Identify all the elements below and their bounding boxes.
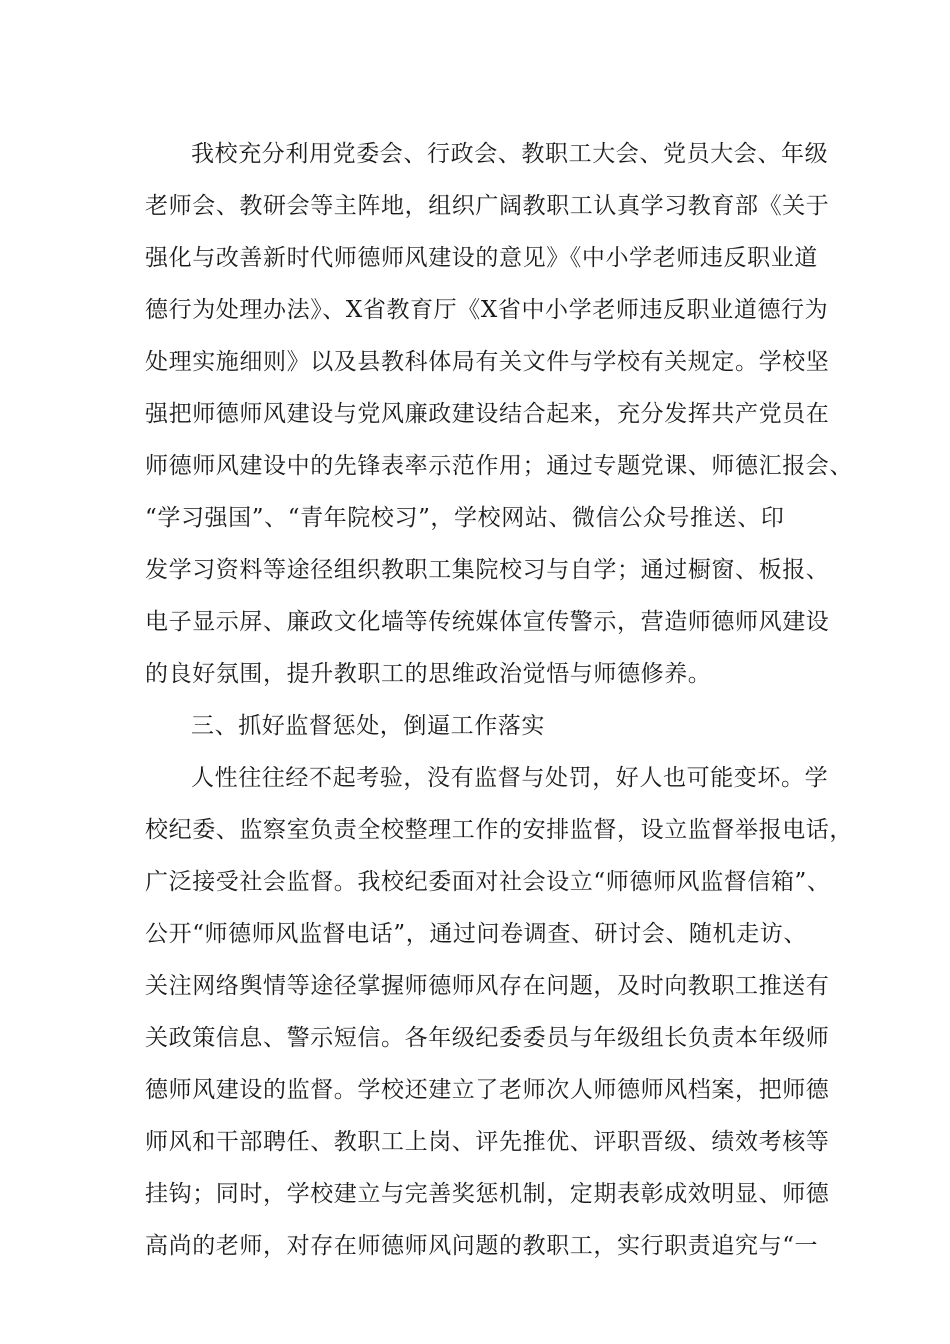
paragraph-1-line-11: 的良好氛围，提升教职工的思维政治觉悟与师德修养。 [145, 661, 712, 687]
paragraph-2-line-10: 高尚的老师，对存在师德师风问题的教职工，实行职责追究与“一 [145, 1233, 819, 1259]
paragraph-1-line-1: 我校充分利用党委会、行政会、教职工大会、党员大会、年级 [191, 141, 829, 167]
paragraph-1-line-2: 老师会、教研会等主阵地，组织广阔教职工认真学习教育部《关于 [145, 193, 830, 219]
section-heading: 三、抓好监督惩处，倒逼工作落实 [191, 713, 545, 739]
paragraph-1-line-10: 电子显示屏、廉政文化墙等传统媒体宣传警示，营造师德师风建设 [145, 609, 830, 635]
paragraph-2-line-9: 挂钩；同时，学校建立与完善奖惩机制，定期表彰成效明显、师德 [145, 1181, 830, 1207]
paragraph-1-line-8: “学习强国”、“青年院校习”，学校网站、微信公众号推送、印 [145, 505, 785, 531]
paragraph-2-line-3: 广泛接受社会监督。我校纪委面对社会设立“师德师风监督信箱”、 [145, 869, 831, 895]
paragraph-2-line-5: 关注网络舆情等途径掌握师德师风存在问题，及时向教职工推送有 [145, 973, 830, 999]
paragraph-2-line-4: 公开“师德师风监督电话”，通过问卷调查、研讨会、随机走访、 [145, 921, 807, 947]
paragraph-1-line-4: 德行为处理办法》、X省教育厅《X省中小学老师违反职业道德行为 [145, 297, 829, 323]
paragraph-2-line-8: 师风和干部聘任、教职工上岗、评先推优、评职晋级、绩效考核等 [145, 1129, 830, 1155]
paragraph-2-line-1: 人性往往经不起考验，没有监督与处罚，好人也可能变坏。学 [191, 765, 829, 791]
paragraph-2-line-2: 校纪委、监察室负责全校整理工作的安排监督，设立监督举报电话， [145, 817, 853, 843]
paragraph-2-line-7: 德师风建设的监督。学校还建立了老师次人师德师风档案，把师德 [145, 1077, 830, 1103]
paragraph-1-line-9: 发学习资料等途径组织教职工集院校习与自学；通过橱窗、板报、 [145, 557, 830, 583]
paragraph-2-line-6: 关政策信息、警示短信。各年级纪委委员与年级组长负责本年级师 [145, 1025, 830, 1051]
paragraph-1-line-7: 师德师风建设中的先锋表率示范作用；通过专题党课、师德汇报会、 [145, 453, 853, 479]
paragraph-1-line-3: 强化与改善新时代师德师风建设的意见》《中小学老师违反职业道 [145, 245, 818, 271]
paragraph-1-line-5: 处理实施细则》以及县教科体局有关文件与学校有关规定。学校坚 [145, 349, 830, 375]
paragraph-1-line-6: 强把师德师风建设与党风廉政建设结合起来，充分发挥共产党员在 [145, 401, 830, 427]
